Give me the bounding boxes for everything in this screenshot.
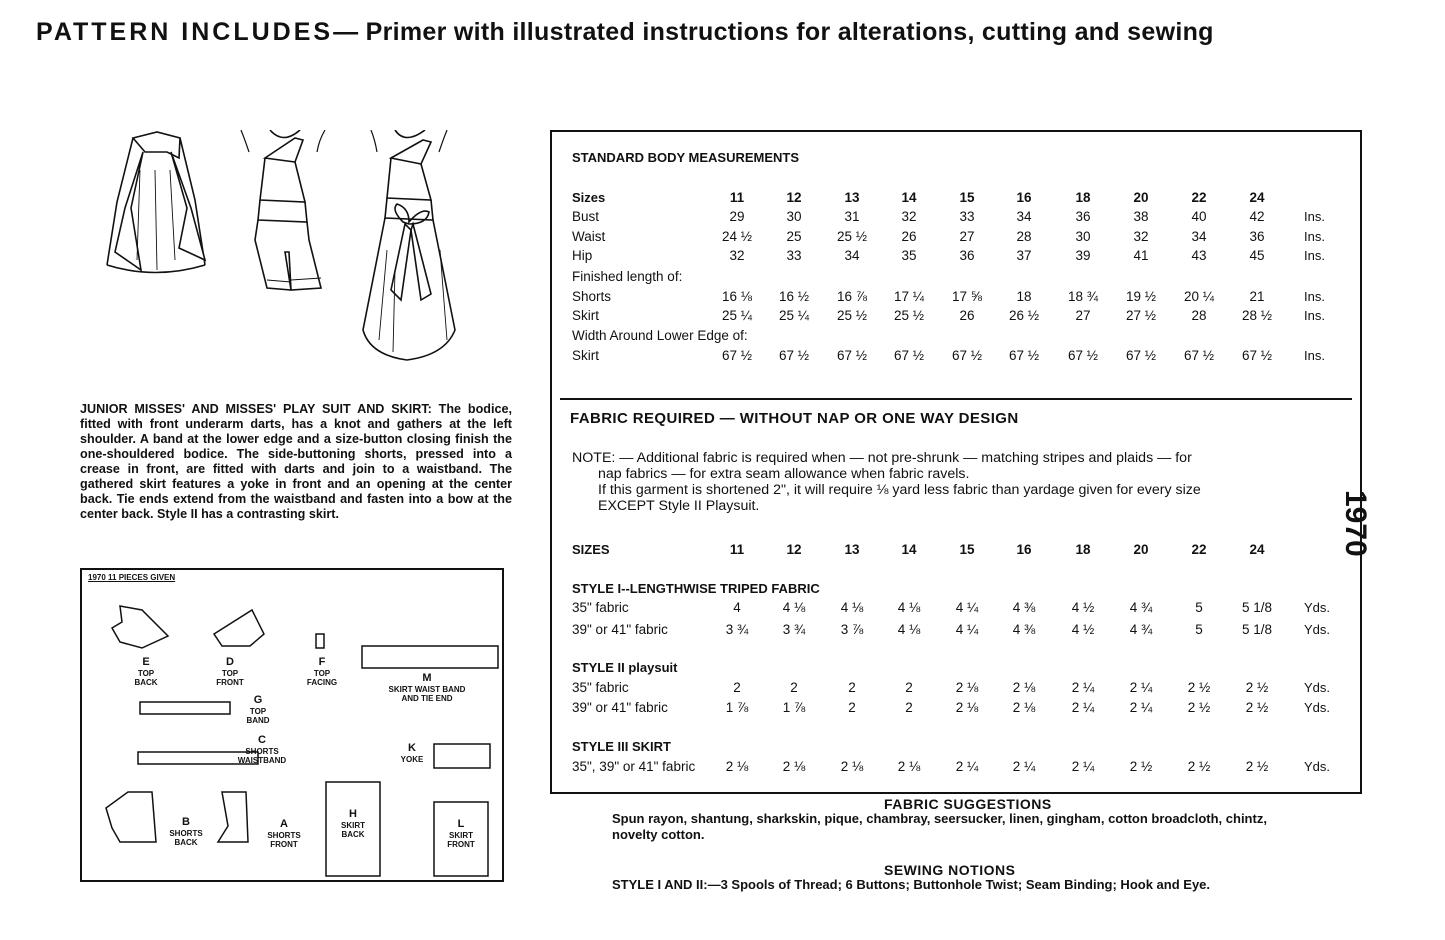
piece-m-name: SKIRT WAIST BAND AND TIE END: [388, 685, 466, 703]
piece-a-label: [262, 818, 306, 849]
piece-g-letter: G: [253, 694, 263, 706]
value-cell: 4 ⅛: [897, 622, 921, 637]
value-cell: 19 ½: [1125, 289, 1157, 304]
fabric-suggestions-title: FABRIC SUGGESTIONS: [884, 796, 1052, 812]
value-cell: 1 ⅞: [782, 700, 806, 715]
value-cell: 67 ½: [1067, 348, 1099, 363]
note-line: EXCEPT Style II Playsuit.: [598, 498, 760, 514]
unit-label: Ins.: [1304, 308, 1325, 323]
piece-c-letter: C: [258, 734, 266, 746]
value-cell: 25 ½: [893, 308, 925, 323]
value-cell: 4 ⅛: [840, 600, 864, 615]
sewing-notions-title: SEWING NOTIONS: [884, 862, 1016, 878]
style-group-title: STYLE III SKIRT: [572, 739, 671, 754]
value-cell: 29: [729, 209, 745, 224]
value-cell: 1 ⅞: [725, 700, 749, 715]
value-cell: 2 ½: [1187, 700, 1211, 715]
value-cell: 2 ⅛: [897, 759, 921, 774]
header-caps: PATTERN INCLUDES: [36, 18, 334, 46]
value-cell: 18: [1075, 542, 1091, 557]
row-label: 35" fabric: [572, 680, 629, 695]
value-cell: 67 ½: [721, 348, 753, 363]
playsuit-illustration: [241, 130, 325, 290]
value-cell: 4 ½: [1071, 622, 1095, 637]
value-cell: 13: [844, 190, 860, 205]
value-cell: 27: [959, 229, 975, 244]
value-cell: 35: [901, 248, 917, 263]
value-cell: 41: [1133, 248, 1149, 263]
pattern-pieces-diagram: [80, 568, 504, 882]
value-cell: 67 ½: [1125, 348, 1157, 363]
value-cell: 2 ½: [1187, 759, 1211, 774]
style-group-title: STYLE II playsuit: [572, 660, 678, 675]
value-cell: 28: [1191, 308, 1207, 323]
unit-label: Ins.: [1304, 248, 1325, 263]
value-cell: 4 ¾: [1129, 600, 1153, 615]
unit-label: Yds.: [1304, 600, 1331, 615]
value-cell: 2 ⅛: [1012, 700, 1036, 715]
value-cell: 67 ½: [1183, 348, 1215, 363]
piece-e-shape: [112, 606, 168, 648]
value-cell: 30: [1075, 229, 1091, 244]
value-cell: 18: [1016, 289, 1032, 304]
value-cell: 34: [844, 248, 860, 263]
piece-h-name: SKIRT BACK: [341, 821, 365, 839]
value-cell: 27 ½: [1125, 308, 1157, 323]
value-cell: 67 ½: [1008, 348, 1040, 363]
piece-f-name: TOP FACING: [306, 669, 338, 687]
piece-b-letter: B: [182, 816, 190, 828]
piece-k-name: YOKE: [400, 755, 424, 764]
value-cell: 11: [729, 190, 745, 205]
value-cell: 2 ½: [1245, 700, 1269, 715]
note-line: nap fabrics — for extra seam allowance when fabric ravels.: [598, 466, 970, 482]
value-cell: 33: [786, 248, 802, 263]
value-cell: 2 ¼: [1071, 759, 1095, 774]
unit-label: Ins.: [1304, 229, 1325, 244]
piece-k-shape: [434, 744, 490, 768]
unit-label: Yds.: [1304, 759, 1331, 774]
row-label: Bust: [572, 209, 600, 224]
unit-label: Yds.: [1304, 680, 1331, 695]
value-cell: 33: [959, 209, 975, 224]
piece-b-label: [164, 816, 208, 847]
value-cell: 16 ½: [778, 289, 810, 304]
value-cell: 26: [901, 229, 917, 244]
row-label: 35", 39" or 41" fabric: [572, 759, 696, 774]
value-cell: 4 ⅜: [1012, 622, 1036, 637]
value-cell: 25 ½: [836, 308, 868, 323]
unit-label: Yds.: [1304, 622, 1331, 637]
value-cell: 2 ¼: [955, 759, 979, 774]
value-cell: 67 ½: [893, 348, 925, 363]
piece-g-name: TOP BAND: [246, 707, 270, 725]
row-label: 35" fabric: [572, 600, 629, 615]
value-cell: 2: [905, 680, 913, 695]
value-cell: 4 ¾: [1129, 622, 1153, 637]
value-cell: 43: [1191, 248, 1207, 263]
section-divider: [560, 398, 1352, 400]
note-line: NOTE: — Additional fabric is required when — not pre-shrunk — matching stripes and plaids — for: [572, 450, 1192, 466]
unit-label: Yds.: [1304, 700, 1331, 715]
value-cell: 32: [1133, 229, 1149, 244]
value-cell: 2 ¼: [1071, 680, 1095, 695]
value-cell: 24: [1249, 542, 1265, 557]
piece-c-name: SHORTS WAISTBAND: [237, 747, 287, 765]
value-cell: 2 ¼: [1129, 700, 1153, 715]
value-cell: 45: [1249, 248, 1265, 263]
value-cell: 27: [1075, 308, 1091, 323]
unit-label: Ins.: [1304, 348, 1325, 363]
piece-e-name: TOP BACK: [134, 669, 158, 687]
value-cell: 2 ¼: [1129, 680, 1153, 695]
value-cell: 2 ½: [1245, 759, 1269, 774]
value-cell: 67 ½: [951, 348, 983, 363]
fabric-suggestions-text: Spun rayon, shantung, sharkskin, pique, chambray, seersucker, linen, gingham, cotton broadcloth, chintz, novelty cotton.: [612, 811, 1267, 842]
piece-a-letter: A: [280, 818, 288, 830]
value-cell: 30: [786, 209, 802, 224]
value-cell: 32: [901, 209, 917, 224]
value-cell: 20: [1133, 190, 1149, 205]
value-cell: 42: [1249, 209, 1265, 224]
value-cell: 18: [1075, 190, 1091, 205]
sewing-notions-text: STYLE I AND II:—3 Spools of Thread; 6 Buttons; Buttonhole Twist; Seam Binding; Hook and Eye.: [612, 877, 1211, 892]
value-cell: 39: [1075, 248, 1091, 263]
piece-k-letter: K: [408, 742, 416, 754]
row-label: Width Around Lower Edge of:: [572, 328, 748, 343]
value-cell: 5 1/8: [1241, 600, 1273, 615]
row-label: 39" or 41" fabric: [572, 622, 668, 637]
value-cell: 2 ½: [1129, 759, 1153, 774]
piece-d-shape: [214, 610, 264, 646]
value-cell: 38: [1133, 209, 1149, 224]
unit-label: Ins.: [1304, 209, 1325, 224]
value-cell: 36: [959, 248, 975, 263]
value-cell: 20: [1133, 542, 1149, 557]
value-cell: 5: [1195, 622, 1203, 637]
skirt-dress-illustration: [363, 130, 455, 360]
value-cell: 4 ⅛: [782, 600, 806, 615]
fabric-note: [572, 450, 1344, 514]
piece-g-label: [238, 694, 278, 725]
value-cell: 3 ⅞: [840, 622, 864, 637]
piece-d-letter: D: [226, 656, 234, 668]
value-cell: 20 ¼: [1183, 289, 1215, 304]
measurement-fabric-table: [550, 130, 1362, 794]
value-cell: 4 ⅛: [897, 600, 921, 615]
value-cell: 2 ⅛: [725, 759, 749, 774]
value-cell: 2 ½: [1245, 680, 1269, 695]
value-cell: 18 ¾: [1067, 289, 1099, 304]
value-cell: 2: [848, 700, 856, 715]
value-cell: 3 ¾: [782, 622, 806, 637]
piece-d-name: TOP FRONT: [216, 669, 244, 687]
value-cell: 4 ¼: [955, 622, 979, 637]
row-label: 39" or 41" fabric: [572, 700, 668, 715]
piece-m-shape: [362, 646, 498, 668]
value-cell: 15: [959, 542, 975, 557]
value-cell: 3 ¾: [725, 622, 749, 637]
piece-a-name: SHORTS FRONT: [267, 831, 301, 849]
row-label: SIZES: [572, 542, 610, 557]
value-cell: 28: [1016, 229, 1032, 244]
value-cell: 25 ¼: [778, 308, 810, 323]
row-label: Waist: [572, 229, 606, 244]
value-cell: 2 ⅛: [840, 759, 864, 774]
value-cell: 5: [1195, 600, 1203, 615]
value-cell: 26 ½: [1008, 308, 1040, 323]
row-label: Shorts: [572, 289, 612, 304]
measurements-title: STANDARD BODY MEASUREMENTS: [572, 150, 800, 165]
value-cell: 22: [1191, 190, 1207, 205]
piece-k-label: [392, 742, 432, 764]
value-cell: 31: [844, 209, 860, 224]
garment-description: JUNIOR MISSES' AND MISSES' PLAY SUIT AND SKIRT: The bodice, fitted with front underarm darts, has a knot and gathers at the left shoulder. A band at the lower edge and a size-button closing finish the one-shouldered bodice. The side-buttoning shorts, pressed into a crease in front, are fitted with darts and join to a waistband. The gathered skirt features a yoke in front and an opening at the center back. Tie ends extend from the waistband and fasten into a bow at the center back. Style II has a contrasting skirt.: [80, 402, 512, 521]
value-cell: 11: [729, 542, 745, 557]
piece-m-label: [372, 672, 482, 703]
piece-a-shape: [218, 792, 248, 842]
value-cell: 12: [786, 190, 802, 205]
value-cell: 17 ⅝: [951, 289, 983, 304]
piece-h-label: [332, 808, 374, 839]
value-cell: 4: [733, 600, 741, 615]
value-cell: 5 1/8: [1241, 622, 1273, 637]
piece-d-label: [210, 656, 250, 687]
piece-g-shape: [140, 702, 230, 714]
row-label: Sizes: [572, 190, 606, 205]
piece-m-letter: M: [422, 672, 432, 684]
value-cell: 16 ⅞: [836, 289, 868, 304]
value-cell: 24: [1249, 190, 1265, 205]
value-cell: 21: [1249, 289, 1265, 304]
value-cell: 34: [1016, 209, 1032, 224]
value-cell: 24 ½: [721, 229, 753, 244]
value-cell: 67 ½: [836, 348, 868, 363]
value-cell: 16: [1016, 542, 1032, 557]
pieces-title: 1970 11 PIECES GIVEN: [88, 573, 176, 582]
piece-f-label: [302, 656, 342, 687]
piece-l-label: [440, 818, 482, 849]
garment-illustrations: [95, 130, 515, 392]
value-cell: 36: [1075, 209, 1091, 224]
value-cell: 67 ½: [1241, 348, 1273, 363]
value-cell: 22: [1191, 542, 1207, 557]
piece-e-label: [126, 656, 166, 687]
piece-e-letter: E: [142, 656, 150, 668]
value-cell: 2 ⅛: [782, 759, 806, 774]
value-cell: 2 ⅛: [955, 700, 979, 715]
value-cell: 28 ½: [1241, 308, 1273, 323]
value-cell: 26: [959, 308, 975, 323]
value-cell: 2: [733, 680, 741, 695]
value-cell: 17 ¼: [893, 289, 925, 304]
piece-l-name: SKIRT FRONT: [447, 831, 475, 849]
value-cell: 32: [729, 248, 745, 263]
value-cell: 14: [901, 190, 917, 205]
value-cell: 14: [901, 542, 917, 557]
value-cell: 67 ½: [778, 348, 810, 363]
value-cell: 37: [1016, 248, 1032, 263]
piece-f-shape: [316, 634, 324, 648]
value-cell: 13: [844, 542, 860, 557]
value-cell: 2: [905, 700, 913, 715]
page-header: [36, 18, 1214, 47]
value-cell: 2 ¼: [1071, 700, 1095, 715]
value-cell: 2 ⅛: [955, 680, 979, 695]
value-cell: 34: [1191, 229, 1207, 244]
value-cell: 16: [1016, 190, 1032, 205]
value-cell: 25: [786, 229, 802, 244]
note-line: If this garment is shortened 2", it will require ⅛ yard less fabric than yardage given for every size: [598, 482, 1201, 498]
value-cell: 16 ⅛: [721, 289, 753, 304]
value-cell: 15: [959, 190, 975, 205]
row-label: Hip: [572, 248, 593, 263]
value-cell: 4 ¼: [955, 600, 979, 615]
value-cell: 2: [790, 680, 798, 695]
value-cell: 25 ¼: [721, 308, 753, 323]
fabric-required-title: FABRIC REQUIRED — WITHOUT NAP OR ONE WAY DESIGN: [570, 410, 1019, 427]
value-cell: 2 ¼: [1012, 759, 1036, 774]
value-cell: 2 ⅛: [1012, 680, 1036, 695]
style-number: 1970: [1339, 490, 1372, 557]
piece-b-name: SHORTS BACK: [169, 829, 203, 847]
row-label: Finished length of:: [572, 269, 683, 284]
style-group-title: STYLE I--LENGTHWISE TRIPED FABRIC: [572, 581, 820, 596]
value-cell: 2: [848, 680, 856, 695]
back-view-illustration: [107, 132, 205, 273]
value-cell: 40: [1191, 209, 1207, 224]
piece-f-letter: F: [318, 656, 326, 668]
piece-h-letter: H: [349, 808, 357, 820]
unit-label: Ins.: [1304, 289, 1325, 304]
value-cell: 12: [786, 542, 802, 557]
piece-c-label: [234, 734, 290, 765]
piece-l-letter: L: [457, 818, 465, 830]
value-cell: 4 ⅜: [1012, 600, 1036, 615]
value-cell: 2 ½: [1187, 680, 1211, 695]
row-label: Skirt: [572, 348, 599, 363]
value-cell: 4 ½: [1071, 600, 1095, 615]
piece-b-shape: [106, 792, 156, 842]
value-cell: 36: [1249, 229, 1265, 244]
header-rest: — Primer with illustrated instructions for alterations, cutting and sewing: [333, 18, 1214, 46]
value-cell: 25 ½: [836, 229, 868, 244]
row-label: Skirt: [572, 308, 599, 323]
